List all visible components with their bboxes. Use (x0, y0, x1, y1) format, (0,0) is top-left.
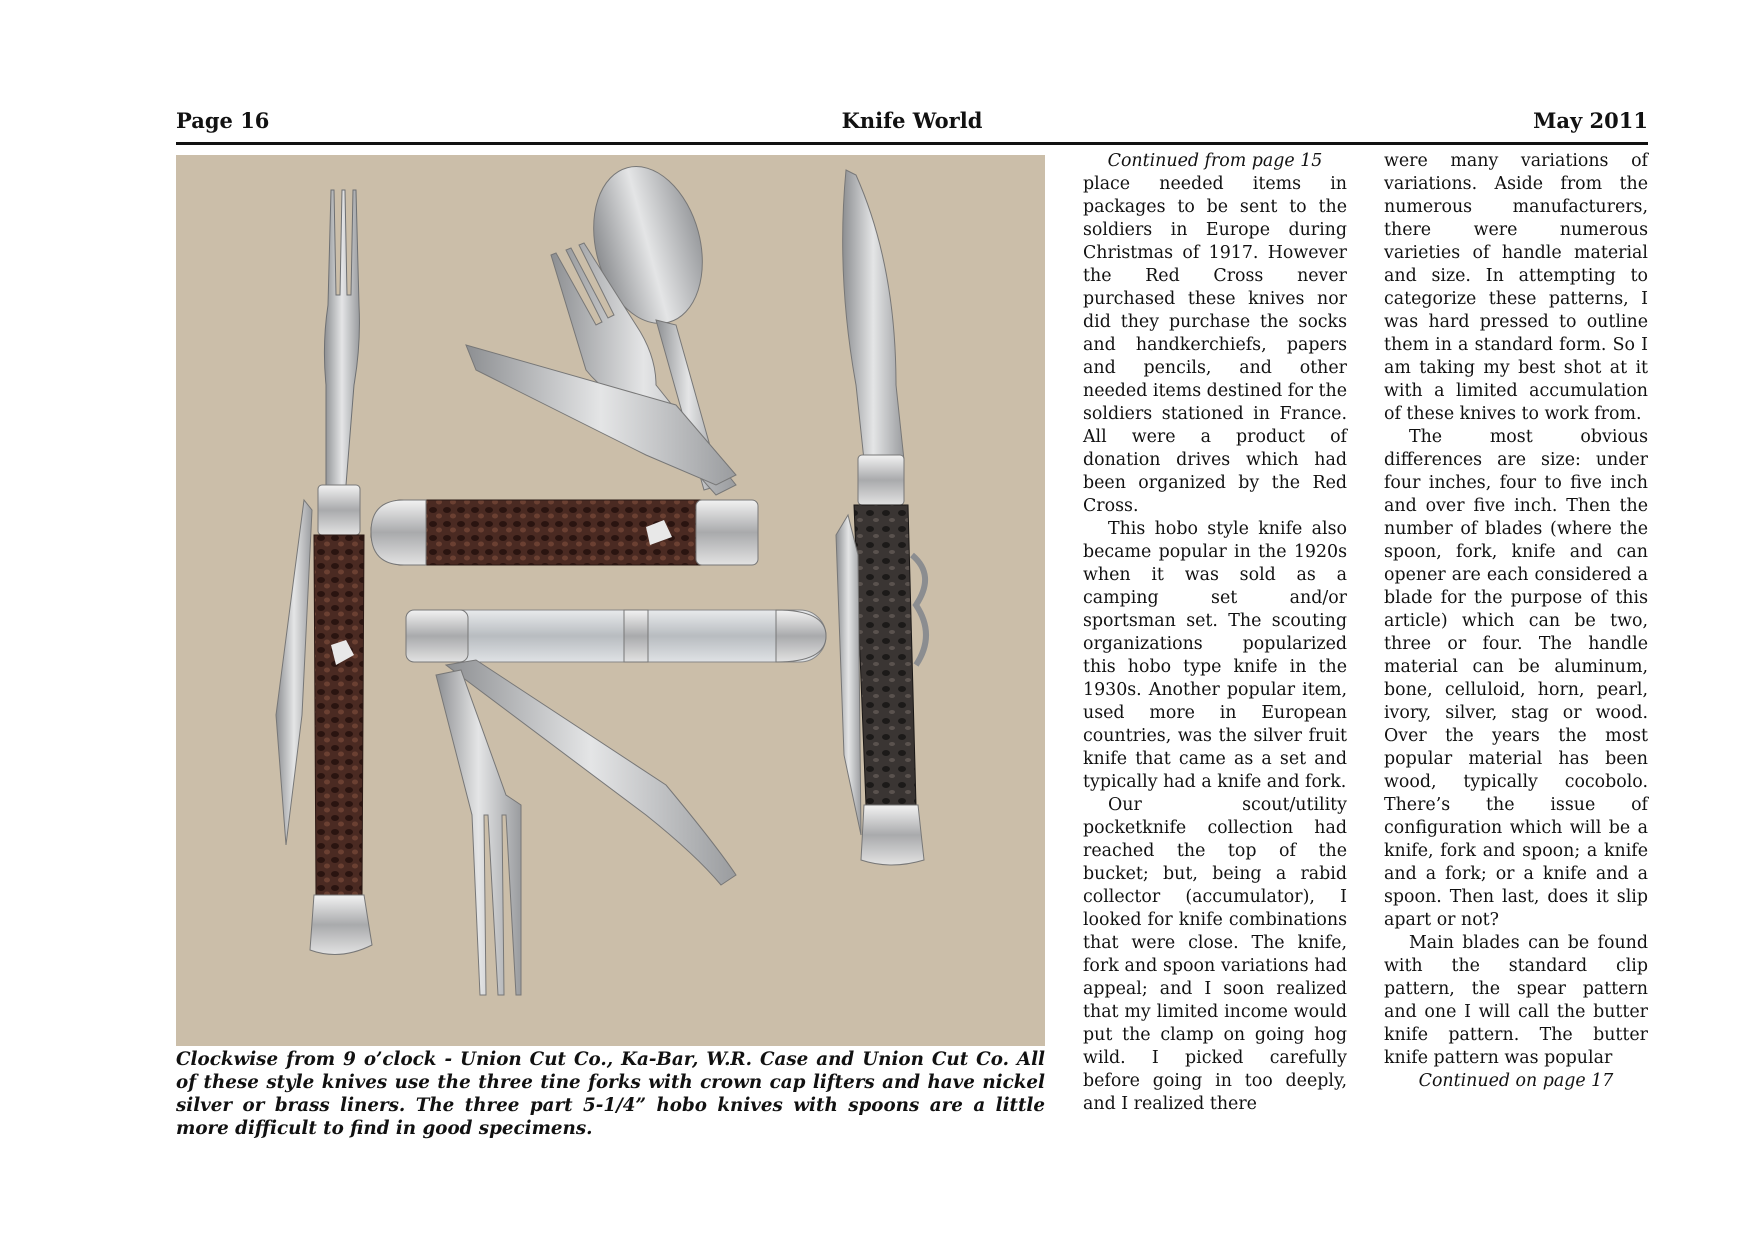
paragraph: were many variations of variations. Aside from the numerous manufacturers, there were numerous varieties of handle material and size. In attempting to categorize these patterns, I was hard pressed to outline them in a standard form. So I am taking my best shot at it with a limited accumulation of these knives to work from. (1384, 151, 1648, 424)
paragraph: The most obvious differences are size: under four inches, four to five inch and over five inch. Then the number of blades (where the spoon, fork, knife and can opener are each considered a blade for the purpose of this article) which can be two, three or four. The handle material can be aluminum, bone, celluloid, horn, pearl, ivory, silver, stag or wood. Over the years the most popular material has been wood, typically cocobolo. There’s the issue of configuration which will be a knife, fork and spoon; a knife and a fork; or a knife and a spoon. Then last, does it slip apart or not? (1384, 427, 1648, 930)
publication-title: Knife World (841, 108, 983, 133)
issue-date: May 2011 (1533, 108, 1648, 133)
article-column-1 (1083, 150, 1347, 1116)
article-column-2 (1384, 150, 1648, 1093)
continued-from: Continued from page 15 (1107, 151, 1323, 171)
knife-photo-illustration (176, 155, 1045, 1046)
photo-caption: Clockwise from 9 o’clock - Union Cut Co., Ka-Bar, W.R. Case and Union Cut Co. All of these style knives use the three tine forks with crown cap lifters and have nickel silver or brass liners. The three part 5-1/4” hobo knives with spoons are a little more difficult to find in good specimens. (176, 1049, 1045, 1139)
continued-on: Continued on page 17 (1418, 1071, 1614, 1091)
page-number: Page 16 (176, 108, 270, 133)
page-header (176, 108, 1648, 142)
paragraph: place needed items in packages to be sent to the soldiers in Europe during Christmas of 1917. However the Red Cross never purchased these knives nor did they purchase the socks and handkerchiefs, papers and pencils, and other needed items destined for the soldiers stationed in France. All were a product of donation drives which had been organized by the Red Cross. (1083, 174, 1347, 516)
paragraph: This hobo style knife also became popular in the 1920s when it was sold as a camping set and/or sportsman set. The scouting organizations popularized this hobo type knife in the 1930s. Another popular item, used more in European countries, was the silver fruit knife that came as a set and typically had a knife and fork. (1083, 519, 1347, 792)
knife-photo (176, 155, 1045, 1046)
paragraph: Main blades can be found with the standard clip pattern, the spear pattern and one I will call the butter knife pattern. The butter knife pattern was popular (1384, 933, 1648, 1068)
paragraph: Our scout/utility pocketknife collection had reached the top of the bucket; but, being a rabid collector (accumulator), I looked for knife combinations that were close. The knife, fork and spoon variations had appeal; and I soon realized that my limited income would put the clamp on going hog wild. I picked carefully before going in too deeply, and I realized there (1083, 795, 1347, 1114)
header-rule (176, 142, 1648, 145)
